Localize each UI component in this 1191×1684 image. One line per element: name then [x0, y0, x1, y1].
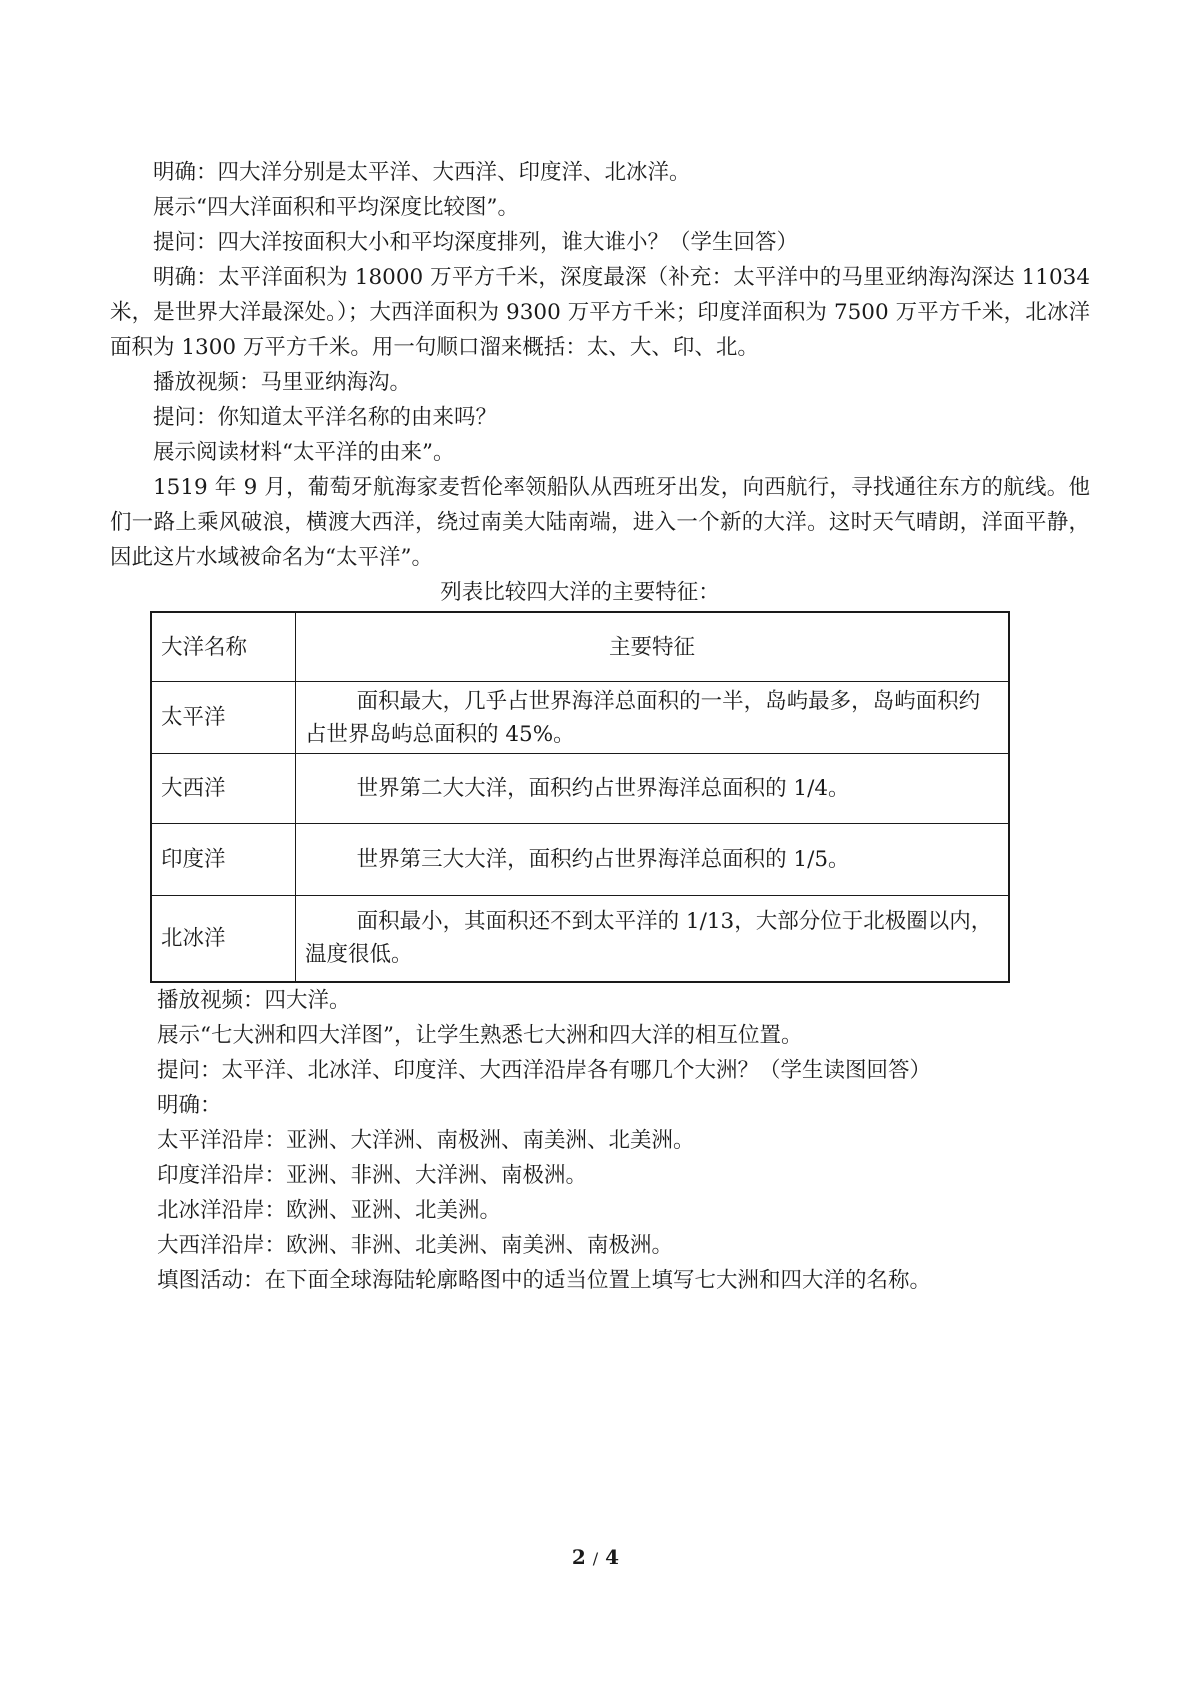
page-number: [0, 1545, 1191, 1569]
table-row: [151, 754, 1009, 824]
cell-ocean-feature: 世界第三大大洋，面积约占世界海洋总面积的 1/5。: [296, 824, 1010, 896]
paragraph-video-trench: 播放视频：马里亚纳海沟。: [153, 370, 412, 395]
cell-ocean-name: 大西洋: [151, 754, 296, 824]
paragraph-indian-coast: 印度洋沿岸：亚洲、非洲、大洋洲、南极洲。: [157, 1162, 588, 1188]
table-row: [151, 682, 1009, 754]
paragraph-answer-areas: 明确：太平洋面积为 18000 万平方千米，深度最深（补充：太平洋中的马里亚纳海沟深达 11034 米，是世界大洋最深处。）；大西洋面积为 9300 万平方千米；印度洋面积为 7500 万平方千米，北冰洋面积为 1300 万平方千米。用一句顺口溜来概括：太、大、印、北。: [110, 265, 1090, 360]
paragraph-oceans-list: 明确：四大洋分别是太平洋、大西洋、印度洋、北冰洋。: [153, 160, 691, 185]
page-total: 4: [605, 1545, 620, 1569]
paragraph-show-map: 展示“七大洲和四大洋图”，让学生熟悉七大洲和四大洋的相互位置。: [157, 1022, 803, 1048]
cell-ocean-feature: 面积最大，几乎占世界海洋总面积的一半，岛屿最多，岛屿面积约占世界岛屿总面积的 45%。: [296, 682, 1010, 754]
table-header-row: [151, 612, 1009, 682]
page-current: 2: [571, 1545, 586, 1569]
page-content: [110, 155, 1090, 1298]
paragraph-magellan-story: 1519 年 9 月，葡萄牙航海家麦哲伦率领船队从西班牙出发，向西航行，寻找通往东方的航线。他们一路上乘风破浪，横渡大西洋，绕过南美大陆南端，进入一个新的大洋。这时天气晴朗，洋面平静，因此这片水域被命名为“太平洋”。: [110, 475, 1090, 570]
paragraph-map-activity: 填图活动：在下面全球海陆轮廓略图中的适当位置上填写七大洲和四大洋的名称。: [157, 1267, 932, 1293]
cell-ocean-feature: 面积最小，其面积还不到太平洋的 1/13，大部分位于北极圈以内，温度很低。: [296, 896, 1010, 982]
cell-ocean-name: 太平洋: [151, 682, 296, 754]
paragraph-pacific-coast: 太平洋沿岸：亚洲、大洋洲、南极洲、南美洲、北美洲。: [157, 1127, 695, 1153]
paragraph-reading-material: 展示阅读材料“太平洋的由来”。: [153, 440, 455, 465]
table-caption: 列表比较四大洋的主要特征：: [440, 580, 720, 605]
paragraph-clarify: 明确：: [157, 1092, 222, 1118]
paragraph-arctic-coast: 北冰洋沿岸：欧洲、亚洲、北美洲。: [157, 1197, 502, 1223]
paragraph-question-coasts: 提问：太平洋、北冰洋、印度洋、大西洋沿岸各有哪几个大洲？（学生读图回答）: [157, 1057, 932, 1083]
page-separator: /: [592, 1549, 599, 1568]
table-row: [151, 896, 1009, 982]
paragraph-show-chart: 展示“四大洋面积和平均深度比较图”。: [153, 195, 519, 220]
ocean-features-table: [150, 611, 1010, 983]
paragraph-atlantic-coast: 大西洋沿岸：欧洲、非洲、北美洲、南美洲、南极洲。: [157, 1232, 674, 1258]
cell-ocean-name: 北冰洋: [151, 896, 296, 982]
header-main-features: 主要特征: [296, 612, 1010, 682]
paragraph-question-ranking: 提问：四大洋按面积大小和平均深度排列，谁大谁小？（学生回答）: [153, 230, 799, 255]
paragraph-video-oceans: 播放视频：四大洋。: [157, 987, 351, 1013]
header-ocean-name: 大洋名称: [151, 612, 296, 682]
paragraph-question-origin: 提问：你知道太平洋名称的由来吗？: [153, 405, 498, 430]
cell-ocean-name: 印度洋: [151, 824, 296, 896]
cell-ocean-feature: 世界第二大大洋，面积约占世界海洋总面积的 1/4。: [296, 754, 1010, 824]
table-row: [151, 824, 1009, 896]
